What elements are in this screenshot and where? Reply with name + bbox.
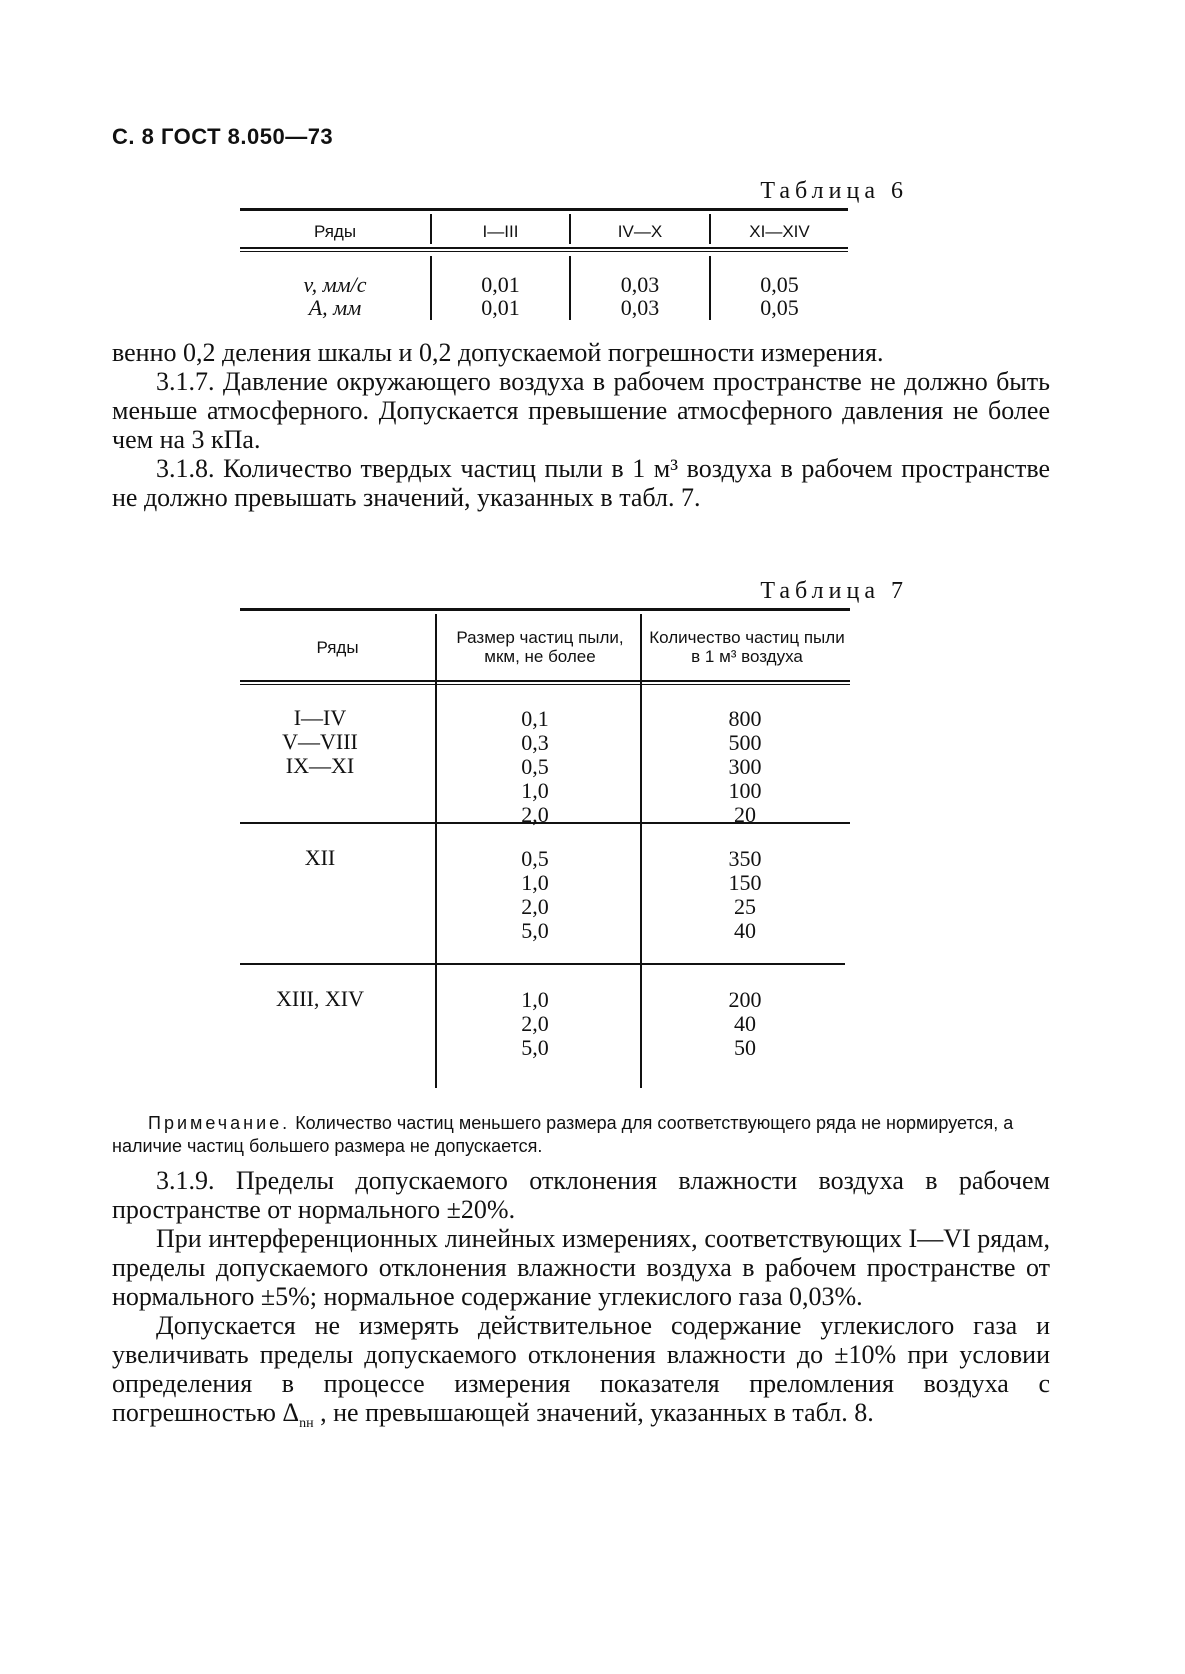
text-block-1	[112, 338, 1050, 512]
table7-rows-cell: I—IV V—VIII IX—XI	[282, 705, 358, 778]
table7-count-cell: 800 500 300 100 20	[728, 706, 762, 827]
table7-count-cell: 350 150 25 40	[728, 846, 762, 943]
table7-group-rule	[240, 963, 845, 965]
table7-size-cell: 1,0 2,0 5,0	[521, 987, 549, 1060]
table7-header-rows: Ряды	[316, 638, 359, 657]
table7-header-count: Количество частиц пыли в 1 м³ воздуха	[649, 628, 845, 666]
paragraph-co2-text: Допускается не измерять действительное содержание углекислого газа и увеличивать пределы допускаемого отклонения влажности до ±10% при условии определения в процессе измерения показателя преломления воздуха с погрешностью Δ	[112, 1311, 1050, 1427]
paragraph-co2	[112, 1311, 1050, 1438]
table6-header-rows: Ряды	[313, 222, 357, 241]
table7-count-cell: 200 40 50	[728, 987, 762, 1060]
paragraph-continuation: венно 0,2 деления шкалы и 0,2 допускаемой погрешности измерения.	[112, 338, 884, 367]
table7-rows-cell: XIII, XIV	[276, 986, 364, 1011]
table7-rows-cell: XII	[304, 845, 336, 870]
table7-caption: Таблица 7	[760, 578, 908, 604]
table7-header-rule-2	[240, 684, 850, 685]
table7-header-size: Размер частиц пыли, мкм, не более	[456, 628, 624, 666]
table6-cell: 0,03	[620, 272, 660, 297]
delta-subscript: nн	[299, 1416, 314, 1431]
table7-header-rule	[240, 680, 850, 682]
table7-top-rule	[240, 608, 850, 611]
table6-cell: 0,01	[481, 272, 520, 297]
table7-divider	[640, 614, 642, 1088]
note-text: Количество частиц меньшего размера для соответствующего ряда не нормируется, а наличие частиц большего размера не допускается.	[112, 1113, 1014, 1156]
table7-size-cell: 0,5 1,0 2,0 5,0	[521, 846, 549, 943]
paragraph-co2-text-end: , не превышающей значений, указанных в табл. 8.	[313, 1398, 874, 1427]
table6-cell: 0,01	[481, 295, 520, 320]
table7-divider	[435, 614, 437, 1088]
table7-size-cell: 0,1 0,3 0,5 1,0 2,0	[521, 706, 549, 827]
note-label: Примечание.	[148, 1113, 291, 1133]
table6-row-label: A, мм	[308, 295, 362, 320]
table6-cell: 0,03	[620, 295, 660, 320]
paragraph-3-1-7: 3.1.7. Давление окружающего воздуха в рабочем пространстве не должно быть меньше атмосферного. Допускается превышение атмосферного давления не более чем на 3 кПа.	[112, 367, 1050, 454]
table6-header-rule-2	[240, 251, 848, 252]
table6-cell: 0,05	[760, 272, 799, 297]
page-header: С. 8 ГОСТ 8.050—73	[112, 124, 334, 149]
paragraph-3-1-9: 3.1.9. Пределы допускаемого отклонения влажности воздуха в рабочем пространстве от нормального ±20%.	[112, 1166, 1050, 1224]
table6-row-label: v, мм/с	[303, 272, 367, 297]
text-block-2	[112, 1166, 1050, 1438]
table6-header-rule	[240, 247, 848, 249]
table6-caption: Таблица 6	[760, 178, 908, 204]
table6-cell: 0,05	[760, 295, 799, 320]
table6-top-rule	[240, 208, 848, 211]
paragraph-interferometric: При интерференционных линейных измерениях, соответствующих I—VI рядам, пределы допускаемого отклонения влажности воздуха в рабочем пространстве от нормального ±5%; нормальное содержание углекислого газа 0,03%.	[112, 1224, 1050, 1311]
table7-note	[112, 1112, 1050, 1158]
paragraph-3-1-8: 3.1.8. Количество твердых частиц пыли в 1 м³ воздуха в рабочем пространстве не должно превышать значений, указанных в табл. 7.	[112, 454, 1050, 512]
table6-header-col2: IV—X	[617, 222, 663, 241]
table6-header-col1: I—III	[482, 222, 519, 241]
table6-header-col3: XI—XIV	[749, 222, 810, 241]
